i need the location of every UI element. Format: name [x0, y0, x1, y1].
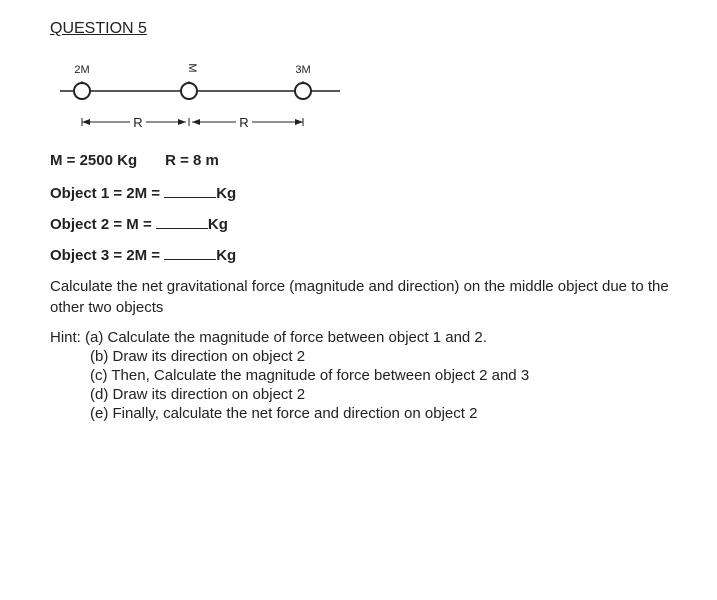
- mass-label-object-2: M: [186, 63, 198, 73]
- given-radius: R = 8 m: [165, 152, 219, 169]
- object-3-label: Object 3 = 2M =: [50, 247, 165, 264]
- object-3-blank[interactable]: [164, 245, 216, 260]
- given-values: [50, 152, 219, 169]
- distance-label-r-2: R: [239, 115, 249, 130]
- object-2-label: Object 2 = M =: [50, 216, 156, 233]
- mass-label-object-1: 2M: [74, 64, 90, 76]
- object-3-circle: [295, 83, 311, 99]
- object-1-line: [50, 183, 236, 202]
- object-2-blank[interactable]: [156, 214, 208, 229]
- hint-step-d: (d) Draw its direction on object 2: [90, 386, 306, 403]
- given-mass: M = 2500 Kg: [50, 152, 138, 169]
- object-3-line: [50, 245, 236, 264]
- mass-label-object-3: 3M: [295, 64, 311, 76]
- object-1-circle: [74, 83, 90, 99]
- masses-diagram: [60, 55, 340, 135]
- hint-block: [50, 328, 529, 423]
- hint-step-b: (b) Draw its direction on object 2: [90, 348, 306, 365]
- hint-step-e: (e) Finally, calculate the net force and direction on object 2: [90, 405, 478, 422]
- object-2-circle: [181, 83, 197, 99]
- hint-step-c: (c) Then, Calculate the magnitude of force between object 2 and 3: [90, 367, 530, 384]
- object-1-label: Object 1 = 2M =: [50, 185, 165, 202]
- question-text: Calculate the net gravitational force (magnitude and direction) on the middle object due to the other two objects: [50, 278, 669, 316]
- object-2-line: [50, 214, 228, 233]
- object-1-blank[interactable]: [164, 183, 216, 198]
- question-heading: QUESTION 5: [50, 20, 147, 37]
- hint-step-a: Hint: (a) Calculate the magnitude of force between object 1 and 2.: [50, 329, 487, 346]
- object-3-unit: Kg: [216, 247, 237, 264]
- distance-label-r-1: R: [133, 115, 143, 130]
- object-1-unit: Kg: [216, 185, 237, 202]
- object-2-unit: Kg: [207, 216, 228, 233]
